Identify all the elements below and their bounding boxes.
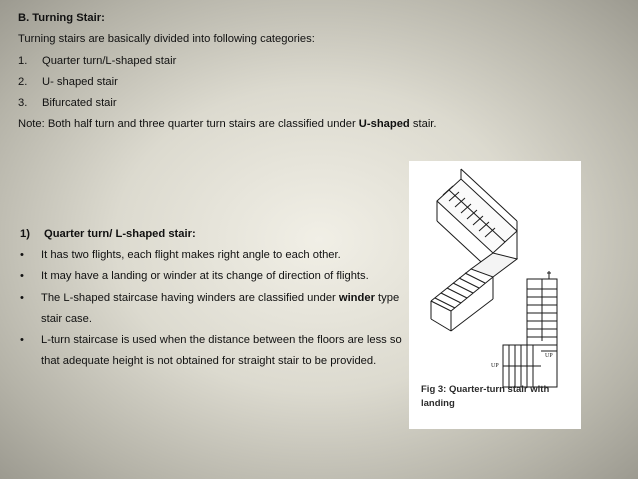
plan-label-up-left: UP <box>491 363 499 369</box>
note-suffix: stair. <box>409 118 437 131</box>
subsection-number: 1) <box>20 228 30 240</box>
bullet-item <box>20 266 404 287</box>
category-number: 1. <box>18 54 28 67</box>
note <box>18 114 628 135</box>
bullet-text: L-turn staircase is used when the distance between the floors are less so that adequate height is not obtained for straight stair to be provided. <box>41 334 402 368</box>
bullet-dot: • <box>20 291 24 304</box>
category-label: Quarter turn/L-shaped stair <box>42 54 177 67</box>
note-emphasis: U-shaped <box>358 118 410 131</box>
plan-label-up-right: UP <box>545 353 553 359</box>
subsection-heading <box>20 224 404 245</box>
category-item <box>18 51 628 72</box>
bullet-text: It may have a landing or winder at its change of direction of flights. <box>41 270 369 283</box>
bullet-dot: • <box>20 270 24 283</box>
bullet-text: It has two flights, each flight makes right angle to each other. <box>41 249 341 262</box>
bullet-dot: • <box>20 334 24 347</box>
category-item <box>18 93 628 114</box>
bullet-item <box>20 288 404 330</box>
subsection-title: Quarter turn/ L-shaped stair: <box>44 228 196 240</box>
category-number: 3. <box>18 97 28 110</box>
bullet-text-post: type stair case. <box>41 291 400 325</box>
l-shaped-section <box>20 224 404 372</box>
intro-text: Turning stairs are basically divided into following categories: <box>18 33 315 46</box>
bullet-emphasis: winder <box>338 291 375 304</box>
bullet-text-pre: The L-shaped staircase having winders are classified under <box>41 291 339 304</box>
note-prefix: Note: Both half turn and three quarter turn stairs are classified under <box>18 118 359 131</box>
section-title: B. Turning Stair: <box>18 12 105 24</box>
figure-caption: Fig 3: Quarter-turn stair with landing <box>421 384 550 409</box>
bullet-dot: • <box>20 249 24 262</box>
category-item <box>18 72 628 93</box>
isometric-stair-sketch <box>431 169 517 331</box>
category-number: 2. <box>18 75 28 88</box>
stair-figure <box>409 161 581 429</box>
category-label: U- shaped stair <box>42 75 118 88</box>
categories-block <box>18 8 628 136</box>
bullet-item <box>20 330 404 372</box>
bullet-item <box>20 245 404 266</box>
plan-view-sketch <box>503 271 557 387</box>
category-label: Bifurcated stair <box>42 97 117 110</box>
